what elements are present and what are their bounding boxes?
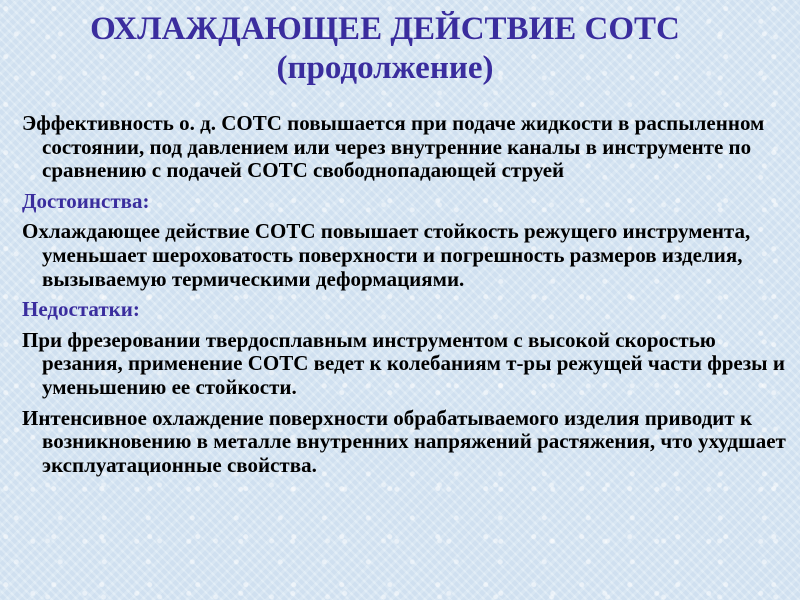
slide-subtitle: (продолжение) — [276, 50, 494, 86]
disadvantage-cooling-paragraph: Интенсивное охлаждение поверхности обрабатываемого изделия приводит к возникновению в металле внутренних напряжений растяжения, что ухудшает эксплуатационные свойства. — [22, 405, 786, 477]
disadvantage-milling-paragraph: При фрезеровании твердосплавным инструментом с высокой скоростью резания, применение СОТС ведет к колебаниям т-ры режущей части фрезы и уменьшению ее стойкости. — [22, 327, 785, 399]
advantages-heading: Достоинства: — [22, 188, 150, 213]
slide-title-line-1: ОХЛАЖДАЮЩЕЕ ДЕЙСТВИЕ СОТС — [90, 11, 680, 47]
advantages-paragraph: Охлаждающее действие СОТС повышает стойкость режущего инструмента, уменьшает шероховатость поверхности и погрешность размеров изделия, вызываемую термическими деформациями. — [22, 219, 751, 291]
effectiveness-paragraph: Эффективность о. д. СОТС повышается при подаче жидкости в распыленном состоянии, под давлением или через внутренние каналы в инструменте по сравнению с подачей СОТС свободнопадающей струей — [22, 111, 765, 183]
disadvantages-heading: Недостатки: — [22, 297, 140, 322]
slide-title — [0, 10, 770, 88]
slide-body — [22, 112, 790, 484]
